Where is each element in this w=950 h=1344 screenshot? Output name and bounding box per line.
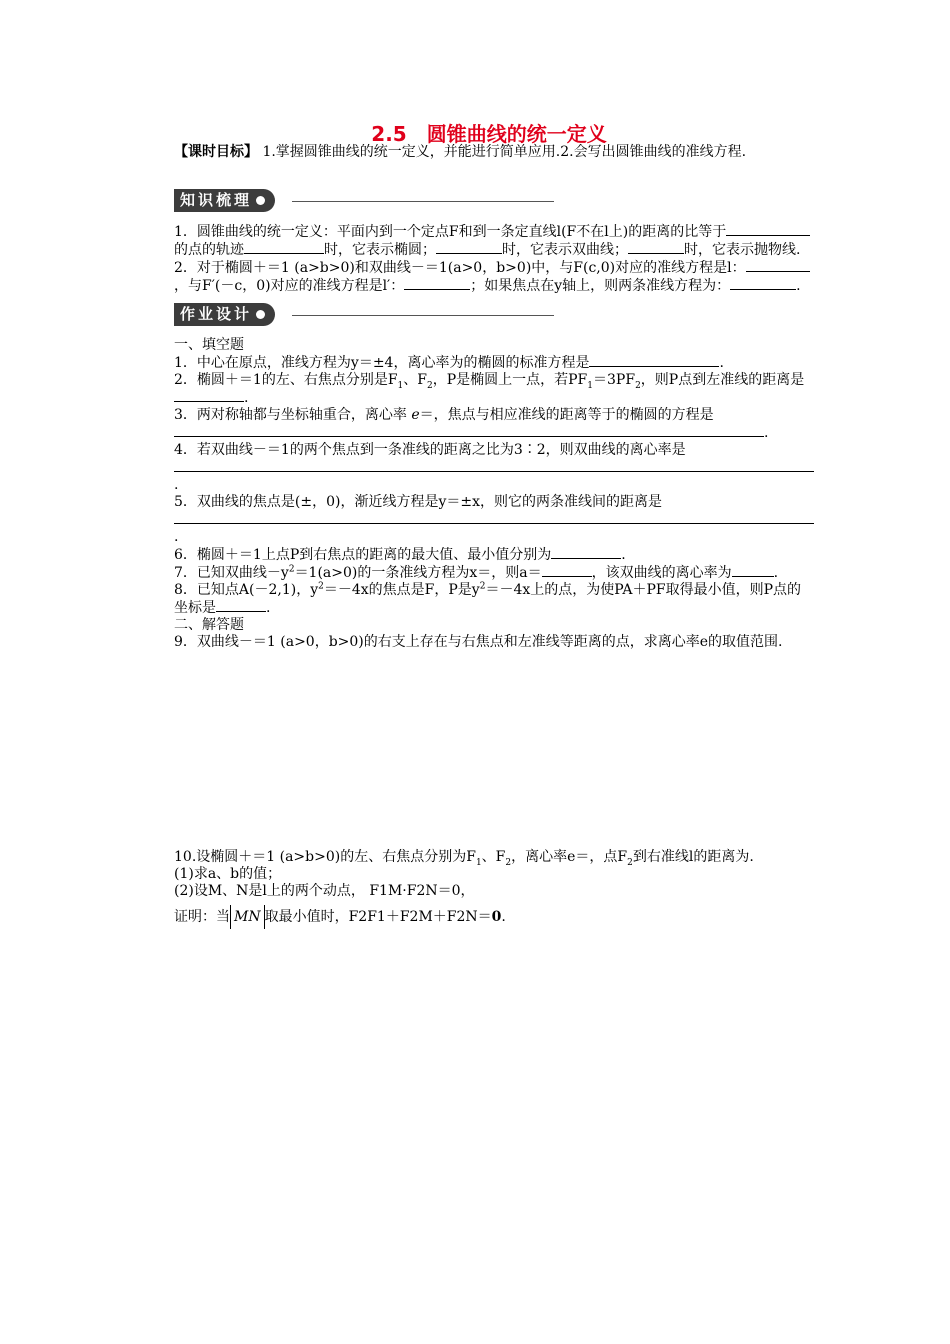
answer-blank[interactable] bbox=[732, 564, 774, 577]
lesson-goal bbox=[174, 144, 814, 161]
answer-space bbox=[174, 651, 814, 849]
bold-vector: 0 bbox=[491, 909, 502, 925]
text: 10.设椭圆＋＝1 (a>b>0)的左、右焦点分别为F bbox=[174, 849, 476, 865]
knowledge-item-1 bbox=[174, 223, 814, 259]
fill-heading: 一、填空题 bbox=[174, 337, 244, 353]
question-5 bbox=[174, 494, 814, 546]
text: . bbox=[174, 477, 179, 493]
text: 7．已知双曲线－y bbox=[174, 565, 289, 581]
document-page bbox=[174, 122, 814, 930]
section-homework-tag bbox=[174, 303, 275, 326]
text: ＝，焦点与相应准线的距离等于的椭圆的方程是 bbox=[419, 407, 714, 423]
question-3 bbox=[174, 407, 814, 442]
text: . bbox=[764, 425, 769, 441]
answer-heading: 二、解答题 bbox=[174, 617, 244, 633]
text: . bbox=[244, 390, 249, 406]
goal-text: 1.掌握圆锥曲线的统一定义，并能进行简单应用.2.会写出圆锥曲线的准线方程. bbox=[258, 144, 747, 160]
text: . bbox=[501, 909, 506, 925]
text: 时，它表示抛物线. bbox=[684, 242, 801, 258]
answer-blank[interactable] bbox=[589, 354, 719, 367]
section-knowledge-label: 知识梳理 bbox=[180, 191, 253, 209]
subscript: 1 bbox=[587, 380, 594, 391]
text: . bbox=[174, 529, 179, 545]
text: ，与F′(－c，0)对应的准线方程是l′： bbox=[174, 278, 405, 294]
text: ，离心率e＝，点F bbox=[511, 849, 628, 865]
text: ＝3PF bbox=[593, 372, 636, 388]
bullet-dot-icon bbox=[256, 310, 265, 319]
subscript: 1 bbox=[397, 380, 404, 391]
question-10 bbox=[174, 849, 814, 866]
text: ，则P点到左准线的距离是 bbox=[640, 372, 805, 388]
text: . bbox=[719, 355, 724, 371]
answer-blank[interactable] bbox=[551, 546, 621, 559]
text: 时，它表示椭圆； bbox=[324, 242, 436, 258]
section-homework-label: 作业设计 bbox=[180, 305, 253, 323]
italic-variable: e bbox=[411, 407, 420, 423]
text: 1．圆锥曲线的统一定义：平面内到一个定点F和到一条定直线l(F不在l上)的距离的比等于 bbox=[174, 224, 727, 240]
question-1 bbox=[174, 354, 814, 372]
answer-blank[interactable] bbox=[174, 389, 244, 402]
section-knowledge-tag bbox=[174, 189, 275, 212]
text: ＝－4x的焦点是F，P是y bbox=[323, 582, 480, 598]
question-10-proof bbox=[174, 904, 814, 930]
section-knowledge bbox=[174, 189, 814, 215]
subscript: 2 bbox=[635, 380, 641, 391]
question-4 bbox=[174, 442, 814, 494]
text: 2．椭圆＋＝1的左、右焦点分别是F bbox=[174, 372, 398, 388]
question-7 bbox=[174, 564, 814, 582]
answer-blank[interactable] bbox=[746, 259, 810, 272]
answer-blank[interactable] bbox=[726, 223, 810, 236]
text: ＝－4x上的点，为使PA＋PF取得最小值，则P点的坐标是 bbox=[174, 582, 802, 616]
text: ，P是椭圆上一点，若PF bbox=[432, 372, 588, 388]
subscript: 2 bbox=[505, 857, 512, 868]
text: . bbox=[773, 565, 779, 581]
text: 8．已知点A(－2,1)，y bbox=[174, 582, 319, 598]
text: 取最小值时，F2F1＋F2M＋F2N＝ bbox=[264, 909, 492, 925]
question-10-part-2: (2)设M、N是l上的两个动点， F1M·F2N＝0， bbox=[174, 883, 475, 899]
subscript: 2 bbox=[627, 857, 633, 868]
text: 5．双曲线的焦点是(±，0)，渐近线方程是y＝±x，则它的两条准线间的距离是 bbox=[174, 494, 663, 510]
text: 4．若双曲线－＝1的两个焦点到一条准线的距离之比为3∶2，则双曲线的离心率是 bbox=[174, 442, 686, 458]
knowledge-item-2 bbox=[174, 259, 814, 295]
section-homework bbox=[174, 303, 814, 329]
text: 到右准线l的距离为. bbox=[632, 849, 754, 865]
answer-blank[interactable] bbox=[730, 277, 796, 290]
text: . bbox=[266, 600, 271, 616]
answer-blank[interactable] bbox=[404, 277, 470, 290]
text: ；如果焦点在y轴上，则两条准线方程为： bbox=[470, 278, 731, 294]
section-divider bbox=[292, 201, 554, 202]
text: 的点的轨迹 bbox=[174, 242, 244, 258]
section-divider bbox=[292, 315, 554, 316]
text: ＝1(a>0)的一条准线方程为x＝，则a＝ bbox=[294, 565, 542, 581]
bullet-dot-icon bbox=[256, 196, 265, 205]
question-6 bbox=[174, 546, 814, 564]
text: . bbox=[621, 547, 626, 563]
question-10-part-1: (1)求a、b的值； bbox=[174, 866, 282, 882]
question-2 bbox=[174, 372, 814, 407]
text: 时，它表示双曲线； bbox=[502, 242, 628, 258]
text: 3．两对称轴都与坐标轴重合，离心率 bbox=[174, 407, 412, 423]
question-8 bbox=[174, 582, 814, 617]
superscript: 2 bbox=[479, 581, 486, 592]
text: 、F bbox=[403, 372, 427, 388]
answer-blank[interactable] bbox=[628, 241, 684, 254]
text: ，该双曲线的离心率为 bbox=[591, 565, 732, 581]
answer-blank[interactable] bbox=[436, 241, 502, 254]
abs-mn: MN bbox=[230, 905, 265, 929]
goal-label: 【课时目标】 bbox=[174, 144, 258, 160]
text: 6．椭圆＋＝1上点P到右焦点的距离的最大值、最小值分别为 bbox=[174, 547, 552, 563]
answer-blank[interactable] bbox=[244, 241, 324, 254]
text: 证明：当 bbox=[174, 909, 230, 925]
text: 2．对于椭圆＋＝1 (a>b>0)和双曲线－＝1(a>0，b>0)中，与F(c,0)对应的准线方程是l： bbox=[174, 260, 746, 276]
subscript: 1 bbox=[475, 857, 482, 868]
text: . bbox=[796, 278, 801, 294]
answer-blank[interactable] bbox=[174, 424, 764, 437]
superscript: 2 bbox=[318, 581, 324, 592]
answer-blank[interactable] bbox=[542, 564, 592, 577]
subscript: 2 bbox=[426, 380, 433, 391]
answer-blank[interactable] bbox=[174, 511, 814, 524]
text: 、F bbox=[481, 849, 506, 865]
superscript: 2 bbox=[288, 564, 295, 575]
question-9: 9．双曲线－＝1 (a>0，b>0)的右支上存在与右焦点和左准线等距离的点，求离心率e的取值范围. bbox=[174, 634, 783, 650]
answer-blank[interactable] bbox=[216, 599, 266, 612]
text: 1．中心在原点，准线方程为y＝±4，离心率为的椭圆的标准方程是 bbox=[174, 355, 590, 371]
page-title: 2.5 圆锥曲线的统一定义 bbox=[371, 122, 607, 146]
answer-blank[interactable] bbox=[174, 459, 814, 472]
